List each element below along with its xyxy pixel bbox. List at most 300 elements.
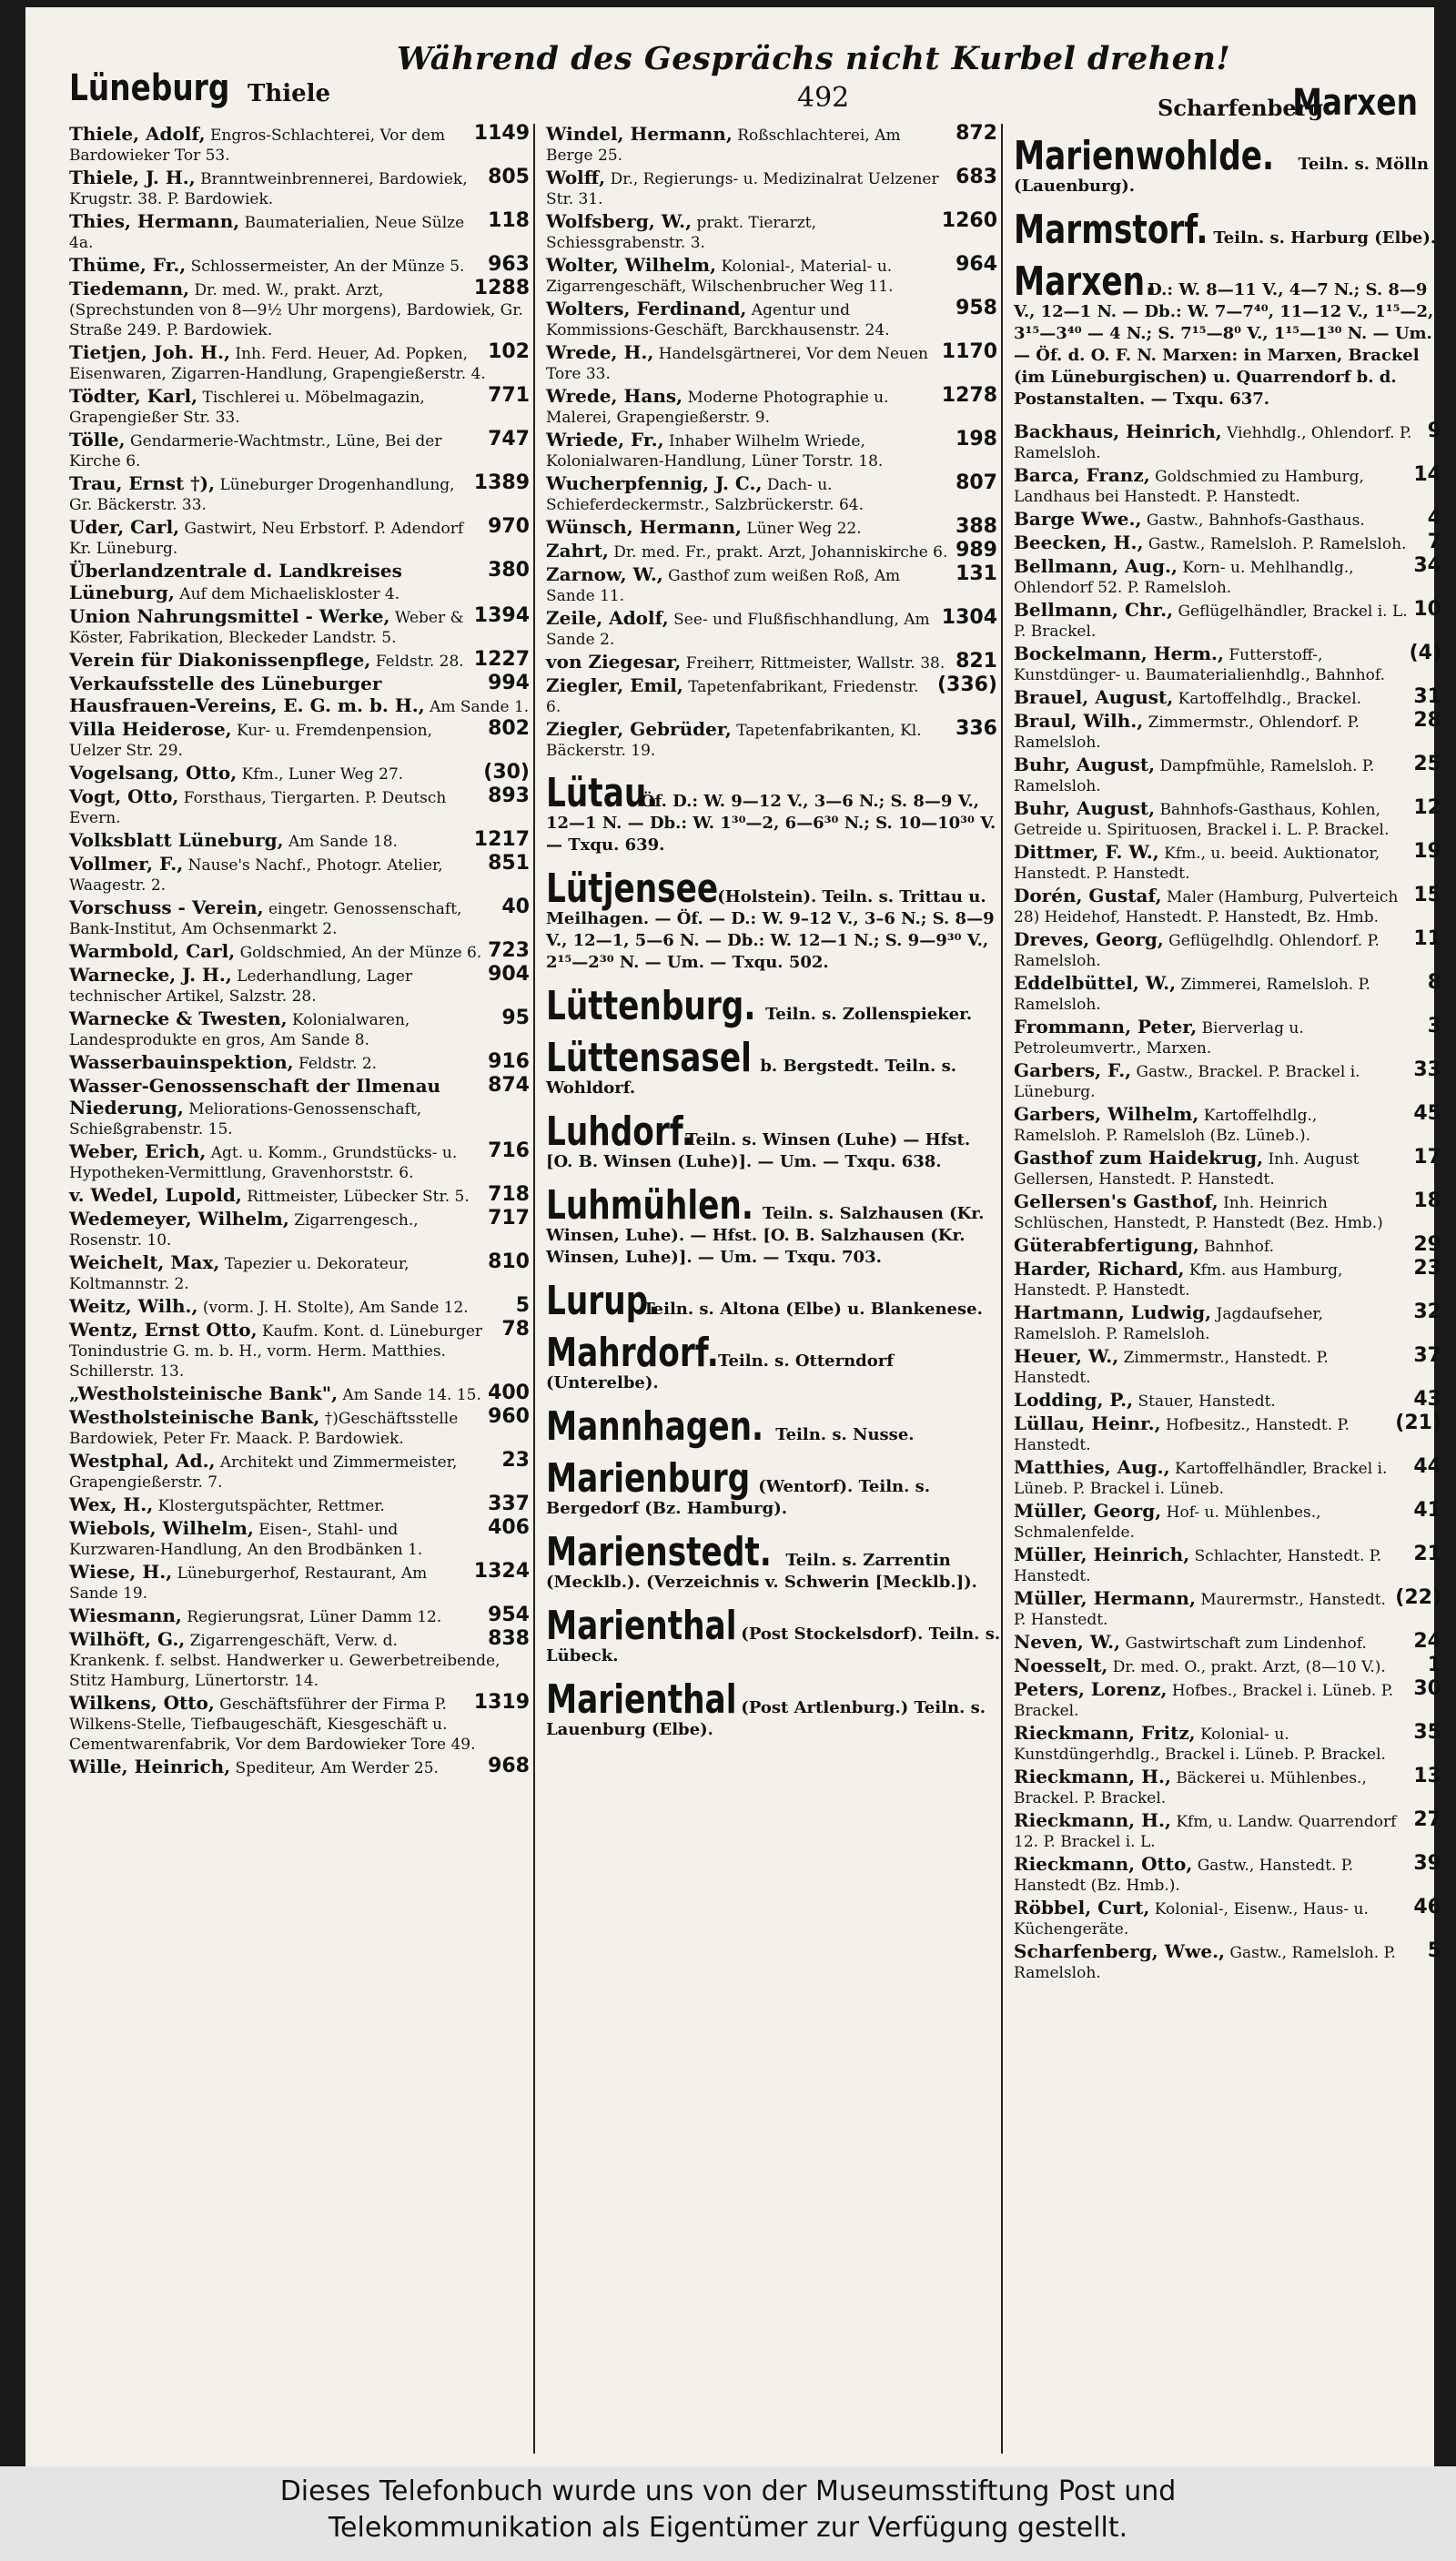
listing-name: Wrede, Hans, bbox=[546, 385, 683, 407]
listing-details: Kolonial-, Material- u. Zigarrengeschäft, Wilschenbrucher Weg 11. bbox=[546, 258, 894, 296]
listing-name: Gasthof zum Haidekrug, bbox=[1014, 1147, 1264, 1169]
phone-number: 963 bbox=[488, 253, 530, 276]
listing-entry bbox=[69, 517, 533, 559]
listing-name: Vollmer, F., bbox=[69, 853, 184, 875]
listing-entry bbox=[546, 608, 1001, 650]
place-name: Marienstedt. bbox=[546, 1529, 772, 1575]
place-name: Marxen. bbox=[1014, 258, 1158, 305]
listing-details: Zigarrengeschäft, Verw. d. Krankenk. f. selbst. Handwerker u. Gewerbetreibende, Stitz Hamburg, Lünertorstr. 14. bbox=[69, 1632, 500, 1690]
phone-number: 954 bbox=[488, 1604, 530, 1626]
listing-entry bbox=[69, 473, 533, 515]
phone-number: 17 bbox=[1413, 1146, 1441, 1169]
listing-details: Tapetenfabrikanten, Kl. Bäckerstr. 19. bbox=[546, 722, 922, 760]
place-heading bbox=[546, 1455, 1001, 1520]
listing-details: Gastw., Brackel. P. Brackel i. Lüneburg. bbox=[1014, 1063, 1360, 1101]
place-name: Lütjensee bbox=[546, 865, 719, 912]
listing-entry bbox=[1014, 1854, 1445, 1896]
phone-number: (21) bbox=[1395, 1412, 1441, 1434]
listing-name: Gellersen's Gasthof, bbox=[1014, 1190, 1218, 1212]
phone-number: 400 bbox=[488, 1382, 530, 1404]
phone-number: 34 bbox=[1413, 554, 1441, 577]
listing-entry bbox=[69, 673, 533, 717]
listing-details: Kartoffelhdlg., Ramelsloh. P. Ramelsloh (Bz. Lüneb.). bbox=[1014, 1107, 1318, 1145]
phone-number: 1324 bbox=[473, 1560, 530, 1583]
listing-name: Braul, Wilh., bbox=[1014, 710, 1144, 732]
listing-entry bbox=[1014, 1346, 1445, 1388]
place-info: Teiln. s. Nusse. bbox=[775, 1425, 915, 1444]
listing-details: Engros-Schlachterei, Vor dem Bardowieker Tor 53. bbox=[69, 127, 446, 165]
place-heading bbox=[1014, 258, 1445, 410]
phone-number: 337 bbox=[488, 1493, 530, 1515]
phone-number: 9 bbox=[1427, 420, 1441, 442]
phone-number: 747 bbox=[488, 428, 530, 450]
phone-number: 23 bbox=[1413, 1257, 1441, 1280]
phone-number: 1389 bbox=[473, 471, 530, 494]
listing-name: Ziegler, Emil, bbox=[546, 674, 683, 696]
phone-number: 198 bbox=[956, 428, 997, 450]
phone-number: 41 bbox=[1413, 1499, 1441, 1522]
phone-number: 13 bbox=[1413, 1765, 1441, 1787]
place-heading bbox=[546, 770, 1001, 856]
listing-details: Gastw., Bahnhofs-Gasthaus. bbox=[1146, 511, 1365, 530]
listing-details: Freiherr, Rittmeister, Wallstr. 38. bbox=[685, 654, 945, 673]
listing-details: Maurermstr., Hanstedt. P. Hanstedt. bbox=[1014, 1591, 1386, 1629]
listing-details: Hofbesitz., Hanstedt. P. Hanstedt. bbox=[1014, 1416, 1350, 1454]
listing-details: Gastw., Hanstedt. P. Hanstedt (Bz. Hmb.). bbox=[1014, 1857, 1354, 1895]
listing-entry bbox=[1014, 643, 1445, 685]
phone-number: 39 bbox=[1413, 1852, 1441, 1875]
place-info: Teiln. s. Otterndorf (Unterelbe). bbox=[546, 1351, 895, 1392]
listing-entry bbox=[1014, 465, 1445, 507]
place-info: Teiln. s. Mölln (Lauenburg). bbox=[1014, 155, 1429, 196]
listing-entry bbox=[1014, 1544, 1445, 1586]
phone-number: 380 bbox=[488, 559, 530, 582]
place-name: Lurup. bbox=[546, 1278, 661, 1324]
listing-entry bbox=[1014, 1632, 1445, 1654]
listing-name: Garbers, Wilhelm, bbox=[1014, 1103, 1199, 1125]
listing-entry bbox=[1014, 556, 1445, 598]
listing-details: Inh. Ferd. Heuer, Ad. Popken, Eisenwaren, Zigarren-Handlung, Grapengießerstr. 4. bbox=[69, 345, 486, 383]
listing-details: Lüneburgerhof, Restaurant, Am Sande 19. bbox=[69, 1564, 428, 1603]
listing-name: Warnecke, J. H., bbox=[69, 964, 232, 986]
listing-details: Kaufm. Kont. d. Lüneburger Tonindustrie G. m. b. H., vorm. Herm. Matthies. Schillerstr. 13. bbox=[69, 1322, 483, 1381]
listing-name: Tiedemann, bbox=[69, 278, 190, 299]
place-name: Mahrdorf. bbox=[546, 1330, 719, 1376]
listing-details: Hof- u. Mühlenbes., Schmalenfelde. bbox=[1014, 1503, 1321, 1542]
listing-details: Architekt und Zimmermeister, Grapengießerstr. 7. bbox=[69, 1453, 458, 1492]
listing-details: Rittmeister, Lübecker Str. 5. bbox=[247, 1188, 470, 1206]
phone-number: 131 bbox=[956, 562, 997, 585]
place-name: Lüttensasel bbox=[546, 1035, 752, 1081]
listing-name: v. Wedel, Lupold, bbox=[69, 1184, 242, 1206]
phone-number: 5 bbox=[1427, 1939, 1441, 1962]
listing-details: Bahnhof. bbox=[1204, 1238, 1274, 1256]
phone-number: 33 bbox=[1413, 1058, 1441, 1081]
listing-details: Dr. med. W., prakt. Arzt, (Sprechstunden von 8—9½ Uhr morgens), Bardowiek, Gr. Straße 249. P. Bardowiek. bbox=[69, 281, 523, 339]
listing-name: Rieckmann, H., bbox=[1014, 1809, 1171, 1831]
phone-number: 1260 bbox=[941, 209, 997, 232]
phone-number: (22) bbox=[1395, 1586, 1441, 1609]
listing-details: Kfm, u. Landw. Quarrendorf 12. P. Brackel i. L. bbox=[1014, 1813, 1397, 1851]
listing-name: Wiese, H., bbox=[69, 1561, 173, 1583]
phone-number: 904 bbox=[488, 963, 530, 986]
listing-entry bbox=[546, 564, 1001, 606]
listing-name: Wille, Heinrich, bbox=[69, 1756, 231, 1777]
place-info: Öf. D.: W. 9—12 V., 3—6 N.; S. 8—9 V., 12—1 N. — Db.: W. 1³⁰—2, 6—6³⁰ N.; S. 10—10³⁰ V. — Txqu. 639. bbox=[546, 792, 996, 855]
listing-entry bbox=[1014, 886, 1445, 927]
listing-name: Weichelt, Max, bbox=[69, 1251, 220, 1273]
listing-details: Geflügelhändler, Brackel i. L. P. Brackel. bbox=[1014, 602, 1408, 641]
listing-name: von Ziegesar, bbox=[546, 651, 682, 673]
listing-details: Dr. med. O., prakt. Arzt, (8—10 V.). bbox=[1112, 1658, 1386, 1676]
listing-name: Frommann, Peter, bbox=[1014, 1016, 1198, 1038]
place-info: Teiln. s. Zollenspieker. bbox=[765, 1005, 973, 1024]
phone-number: 118 bbox=[488, 209, 530, 232]
listing-name: Vorschuss - Verein, bbox=[69, 896, 264, 918]
listing-entry bbox=[1014, 711, 1445, 753]
listing-name: Buhr, August, bbox=[1014, 797, 1156, 819]
listing-entry bbox=[69, 719, 533, 761]
place-name: Lütau. bbox=[546, 770, 659, 816]
phone-number: 8 bbox=[1427, 971, 1441, 994]
phone-number: 958 bbox=[956, 297, 997, 319]
phone-number: 1227 bbox=[473, 648, 530, 671]
phone-number: 19 bbox=[1413, 840, 1441, 863]
listing-entry bbox=[69, 965, 533, 1007]
listing-details: Zimmerei, Ramelsloh. P. Ramelsloh. bbox=[1014, 976, 1370, 1014]
phone-number: 1319 bbox=[473, 1691, 530, 1714]
listing-name: Wriede, Fr., bbox=[546, 429, 664, 450]
place-heading bbox=[1014, 207, 1445, 253]
footer-line-1: Dieses Telefonbuch wurde uns von der Museumsstiftung Post und bbox=[279, 2475, 1177, 2507]
listing-name: Bellmann, Aug., bbox=[1014, 555, 1178, 577]
phone-number: 102 bbox=[488, 340, 530, 363]
listing-name: Warnecke & Twesten, bbox=[69, 1007, 288, 1029]
listing-name: Neven, W., bbox=[1014, 1631, 1121, 1653]
listing-entry bbox=[546, 386, 1001, 428]
listing-name: Dittmer, F. W., bbox=[1014, 841, 1159, 863]
phone-number: 994 bbox=[488, 672, 530, 694]
listing-details: Hofbes., Brackel i. Lüneb. P. Brackel. bbox=[1014, 1682, 1394, 1720]
header-left-name: Thiele bbox=[248, 80, 331, 107]
phone-number: 838 bbox=[488, 1627, 530, 1650]
listing-details: Tapetenfabrikant, Friedenstr. 6. bbox=[546, 678, 919, 716]
listing-name: Wünsch, Hermann, bbox=[546, 516, 742, 538]
column-3 bbox=[1001, 124, 1445, 2454]
listing-name: Wasser-Genossenschaft der Ilmenau Niederung, bbox=[69, 1075, 441, 1119]
listing-details: Gastw., Ramelsloh. P. Ramelsloh. bbox=[1148, 535, 1407, 553]
listing-entry bbox=[546, 299, 1001, 340]
listing-entry bbox=[69, 211, 533, 253]
listing-name: Lodding, P., bbox=[1014, 1389, 1134, 1411]
listing-details: Gastwirt, Neu Erbstorf. P. Adendorf Kr. Lüneburg. bbox=[69, 520, 464, 558]
listing-entry bbox=[1014, 1898, 1445, 1939]
listing-name: Union Nahrungsmittel - Werke, bbox=[69, 605, 390, 627]
listing-entry bbox=[69, 1693, 533, 1755]
listing-name: Vogt, Otto, bbox=[69, 785, 179, 807]
phone-number: 717 bbox=[488, 1207, 530, 1230]
listing-entry bbox=[1014, 1148, 1445, 1189]
listing-name: Volksblatt Lüneburg, bbox=[69, 829, 284, 851]
listing-name: Dreves, Georg, bbox=[1014, 928, 1164, 950]
listing-name: Heuer, W., bbox=[1014, 1345, 1119, 1367]
phone-number: 810 bbox=[488, 1250, 530, 1273]
listing-details: prakt. Tierarzt, Schiessgrabenstr. 3. bbox=[546, 214, 816, 252]
listing-entry bbox=[1014, 1060, 1445, 1102]
listing-details: Zimmermstr., Hanstedt. P. Hanstedt. bbox=[1014, 1349, 1329, 1387]
place-info: Teiln. s. Winsen (Luhe) — Hfst. [O. B. Winsen (Luhe)]. — Um. — Txqu. 638. bbox=[546, 1130, 971, 1171]
listing-name: Röbbel, Curt, bbox=[1014, 1897, 1150, 1918]
listing-entry bbox=[546, 167, 1001, 209]
listing-entry bbox=[1014, 687, 1445, 709]
listing-name: Matthies, Aug., bbox=[1014, 1456, 1170, 1478]
listing-entry bbox=[1014, 1766, 1445, 1808]
phone-number: 31 bbox=[1413, 685, 1441, 708]
listing-name: Wucherpfennig, J. C., bbox=[546, 472, 763, 494]
listing-entry bbox=[69, 561, 533, 604]
listing-details: Regierungsrat, Lüner Damm 12. bbox=[187, 1608, 442, 1626]
listing-details: Kartoffelhdlg., Brackel. bbox=[1178, 690, 1362, 708]
listing-details: Schlachter, Hanstedt. P. Hanstedt. bbox=[1014, 1547, 1382, 1585]
listing-details: †)Geschäftsstelle Bardowiek, Peter Fr. Maack. P. Bardowiek. bbox=[69, 1410, 459, 1448]
listing-entry bbox=[1014, 754, 1445, 796]
listing-entry bbox=[69, 1296, 533, 1318]
place-info: D.: W. 8—11 V., 4—7 N.; S. 8—9 V., 12—1 N. — Db.: W. 7—7⁴⁰, 11—12 V., 1¹⁵—2, 3¹⁵—3⁴⁰ — 4 N.; S. 7¹⁵—8⁰ V., 1¹⁵—1³⁰ N. — Um. — Öf. d. O. F. N. Marxen: in Marxen, Brackel (im Lüneburgischen) u. Quarrendorf b. d. Postanstalten. — Txqu. 637. bbox=[1014, 280, 1434, 409]
listing-name: Wolters, Ferdinand, bbox=[546, 298, 747, 319]
listing-name: Rieckmann, H., bbox=[1014, 1766, 1171, 1787]
listing-name: Beecken, H., bbox=[1014, 531, 1144, 553]
listing-details: Kfm., Luner Weg 27. bbox=[241, 765, 404, 784]
header-left-place: Lüneburg bbox=[69, 67, 230, 109]
listing-entry bbox=[546, 124, 1001, 166]
phone-number: 968 bbox=[488, 1755, 530, 1777]
header-right-name: Scharfenberg bbox=[1158, 95, 1324, 121]
listing-entry bbox=[1014, 1259, 1445, 1301]
listing-details: Am Sande 1. bbox=[430, 698, 530, 716]
listing-details: Goldschmied, An der Münze 6. bbox=[239, 944, 482, 962]
place-info: (Wentorf). Teiln. s. Bergedorf (Bz. Hamburg). bbox=[546, 1477, 931, 1518]
listing-details: Maler (Hamburg, Pulverteich 28) Heidehof, Hanstedt. P. Hanstedt, Bz. Hmb. bbox=[1014, 888, 1399, 926]
header-right-place: Marxen bbox=[1292, 82, 1418, 124]
phone-number: 5 bbox=[515, 1294, 530, 1317]
listing-details: Agt. u. Komm., Grundstücks- u. Hypotheken-Vermittlung, Gravenhorststr. 6. bbox=[69, 1144, 458, 1182]
place-info: Teiln. s. Zarrentin (Mecklb.). (Verzeichnis v. Schwerin [Mecklb.]). bbox=[546, 1551, 977, 1592]
listing-entry bbox=[1014, 509, 1445, 531]
listing-entry bbox=[546, 255, 1001, 297]
listing-name: Uder, Carl, bbox=[69, 516, 180, 538]
listing-name: Wiebols, Wilhelm, bbox=[69, 1517, 254, 1539]
listing-details: Tischlerei u. Möbelmagazin, Grapengießer Str. 33. bbox=[69, 389, 425, 427]
listing-name: Thüme, Fr., bbox=[69, 254, 187, 276]
listing-details: Jagdaufseher, Ramelsloh. P. Ramelsloh. bbox=[1014, 1305, 1324, 1343]
place-heading bbox=[546, 1403, 1001, 1450]
phone-number: 4 bbox=[1427, 507, 1441, 530]
listing-entry bbox=[69, 1605, 533, 1627]
listing-details: Kartoffelhändler, Brackel i. Lüneb. P. Brackel i. Lüneb. bbox=[1014, 1460, 1388, 1498]
listing-name: Wolfsberg, W., bbox=[546, 210, 693, 232]
page-number: 492 bbox=[797, 82, 850, 114]
listing-entry bbox=[546, 211, 1001, 253]
phone-number: 29 bbox=[1413, 1233, 1441, 1256]
phone-number: 716 bbox=[488, 1139, 530, 1162]
listing-entry bbox=[1014, 1390, 1445, 1412]
phone-number: 14 bbox=[1413, 463, 1441, 486]
listing-name: Tietjen, Joh. H., bbox=[69, 341, 230, 363]
listing-entry bbox=[69, 854, 533, 896]
listing-details: Eisen-, Stahl- und Kurzwaren-Handlung, An den Brodbänken 1. bbox=[69, 1521, 423, 1559]
listing-details: Korn- u. Mehlhandlg., Ohlendorf 52. P. Ramelsloh. bbox=[1014, 559, 1354, 597]
footer-line-2: Telekommunikation als Eigentümer zur Verfügung gestellt. bbox=[328, 2512, 1128, 2544]
listing-details: Auf dem Michaeliskloster 4. bbox=[179, 585, 400, 603]
listing-entry bbox=[1014, 973, 1445, 1015]
place-heading bbox=[546, 1108, 1001, 1173]
listing-entry bbox=[546, 541, 1001, 562]
listing-entry bbox=[1014, 1457, 1445, 1499]
place-name: Marienburg bbox=[546, 1455, 751, 1502]
phone-number: 45 bbox=[1413, 1102, 1441, 1125]
listing-details: Lüner Weg 22. bbox=[746, 520, 862, 538]
listing-details: Spediteur, Am Werder 25. bbox=[235, 1759, 439, 1777]
listing-entry bbox=[69, 606, 533, 648]
phone-number: (336) bbox=[936, 673, 997, 696]
phone-number: 989 bbox=[956, 539, 997, 562]
listing-entry bbox=[69, 1141, 533, 1183]
listing-name: Noesselt, bbox=[1014, 1655, 1108, 1676]
listing-name: „Westholsteinische Bank", bbox=[69, 1382, 339, 1404]
listing-details: Stauer, Hanstedt. bbox=[1138, 1392, 1276, 1411]
phone-number: 25 bbox=[1413, 753, 1441, 775]
phone-number: 970 bbox=[488, 515, 530, 538]
phone-number: 960 bbox=[488, 1405, 530, 1428]
listing-name: Wolff, bbox=[546, 167, 606, 188]
listing-details: See- und Flußfischhandlung, Am Sande 2. bbox=[546, 611, 930, 649]
phone-number: 1288 bbox=[473, 277, 530, 299]
listing-details: (vorm. J. H. Stolte), Am Sande 12. bbox=[202, 1299, 469, 1317]
listing-details: Agentur und Kommissions-Geschäft, Barckhausenstr. 24. bbox=[546, 301, 890, 339]
phone-number: 1304 bbox=[941, 606, 997, 629]
listing-entry bbox=[546, 517, 1001, 539]
listing-entry bbox=[1014, 1655, 1445, 1677]
listing-entry bbox=[1014, 1723, 1445, 1765]
listing-details: Feldstr. 2. bbox=[298, 1055, 378, 1073]
listing-name: Peters, Lorenz, bbox=[1014, 1678, 1168, 1700]
phone-number: 1149 bbox=[473, 122, 530, 145]
listing-entry bbox=[546, 719, 1001, 761]
phone-number: 12 bbox=[1413, 796, 1441, 819]
phone-number: 43 bbox=[1413, 1388, 1441, 1411]
place-heading bbox=[546, 1676, 1001, 1741]
phone-number: 872 bbox=[956, 122, 997, 145]
listing-name: Überlandzentrale d. Landkreises Lüneburg, bbox=[69, 560, 402, 603]
phone-number: (4) bbox=[1409, 642, 1441, 664]
phone-number: 807 bbox=[956, 471, 997, 494]
phone-number: 35 bbox=[1413, 1721, 1441, 1744]
phone-number: 1217 bbox=[473, 828, 530, 851]
phone-number: 78 bbox=[501, 1318, 530, 1341]
listing-entry bbox=[69, 830, 533, 852]
listing-details: Feldstr. 28. bbox=[375, 653, 464, 671]
listing-entry bbox=[1014, 1191, 1445, 1233]
listing-name: Vogelsang, Otto, bbox=[69, 762, 238, 784]
header-slogan: Während des Gesprächs nicht Kurbel drehen! bbox=[397, 40, 1231, 77]
listing-entry bbox=[69, 124, 533, 166]
listing-details: Inhaber Wilhelm Wriede, Kolonialwaren-Handlung, Lüner Torstr. 18. bbox=[546, 432, 884, 471]
listing-entry bbox=[69, 1252, 533, 1294]
column-2 bbox=[533, 124, 1001, 2454]
listing-name: Eddelbüttel, W., bbox=[1014, 972, 1177, 994]
listing-details: Am Sande 14. 15. bbox=[342, 1386, 481, 1404]
listing-details: Kfm. aus Hamburg, Hanstedt. P. Hanstedt. bbox=[1014, 1261, 1343, 1300]
phone-number: 27 bbox=[1413, 1808, 1441, 1831]
listing-details: Kolonial- u. Kunstdüngerhdlg., Brackel i. Lüneb. P. Brackel. bbox=[1014, 1726, 1386, 1764]
listing-details: Bäckerei u. Mühlenbes., Brackel. P. Brackel. bbox=[1014, 1769, 1367, 1807]
phone-number: 874 bbox=[488, 1074, 530, 1097]
phone-number: 95 bbox=[501, 1007, 530, 1029]
listing-entry bbox=[69, 941, 533, 963]
listing-details: Dr. med. Fr., prakt. Arzt, Johanniskirche 6. bbox=[613, 543, 948, 562]
listing-entry bbox=[69, 430, 533, 471]
place-name: Lüttenburg. bbox=[546, 983, 756, 1029]
listing-entry bbox=[69, 1518, 533, 1560]
listing-name: Westphal, Ad., bbox=[69, 1450, 216, 1472]
listing-details: Nause's Nachf., Photogr. Atelier, Waagestr. 2. bbox=[69, 856, 443, 895]
listing-details: Geflügelhdlg. Ohlendorf. P. Ramelsloh. bbox=[1014, 932, 1380, 970]
listing-name: Wex, H., bbox=[69, 1493, 154, 1515]
listing-entry bbox=[69, 1052, 533, 1074]
phone-number: 723 bbox=[488, 939, 530, 962]
phone-number: 10 bbox=[1413, 598, 1441, 621]
listing-entry bbox=[1014, 600, 1445, 642]
listing-entry bbox=[69, 897, 533, 939]
phone-number: 802 bbox=[488, 717, 530, 740]
place-name: Marmstorf. bbox=[1014, 207, 1208, 253]
listing-entry bbox=[69, 1076, 533, 1139]
listing-name: Verkaufsstelle des Lüneburger Hausfrauen-Vereins, E. G. m. b. H., bbox=[69, 673, 425, 716]
directory-page bbox=[25, 7, 1441, 2466]
listing-details: Viehhdlg., Ohlendorf. P. Ramelsloh. bbox=[1014, 424, 1412, 462]
listing-entry bbox=[69, 1383, 533, 1405]
listing-entry bbox=[1014, 798, 1445, 840]
listing-name: Ziegler, Gebrüder, bbox=[546, 718, 732, 740]
listing-name: Wolter, Wilhelm, bbox=[546, 254, 717, 276]
listing-name: Wasserbauinspektion, bbox=[69, 1051, 294, 1073]
listing-details: Baumaterialien, Neue Sülze 4a. bbox=[69, 214, 465, 252]
listing-details: Inh. Heinrich Schlüschen, Hanstedt, P. Hanstedt (Bez. Hmb.) bbox=[1014, 1194, 1383, 1232]
listing-details: Bahnhofs-Gasthaus, Kohlen, Getreide u. Spirituosen, Brackel i. L. P. Brackel. bbox=[1014, 801, 1390, 839]
listing-entry bbox=[69, 650, 533, 672]
listing-entry bbox=[1014, 1302, 1445, 1344]
listing-details: Goldschmied zu Hamburg, Landhaus bei Hanstedt. P. Hanstedt. bbox=[1014, 468, 1364, 506]
listing-details: Kur- u. Fremdenpension, Uelzer Str. 29. bbox=[69, 722, 432, 760]
listing-entry bbox=[69, 1320, 533, 1382]
place-name: Mannhagen. bbox=[546, 1403, 764, 1450]
listing-entry bbox=[69, 278, 533, 340]
listing-name: Zeile, Adolf, bbox=[546, 607, 669, 629]
listing-entry bbox=[546, 473, 1001, 515]
phone-number: 964 bbox=[956, 253, 997, 276]
listing-details: Zimmermstr., Ohlendorf. P. Ramelsloh. bbox=[1014, 714, 1360, 752]
phone-number: 718 bbox=[488, 1183, 530, 1206]
place-heading bbox=[546, 1330, 1001, 1394]
place-name: Marienthal bbox=[546, 1603, 737, 1649]
phone-number: 821 bbox=[956, 650, 997, 673]
place-name: Marienwohlde. bbox=[1014, 133, 1275, 179]
listing-entry bbox=[69, 342, 533, 384]
listing-details: Gasthof zum weißen Roß, Am Sande 11. bbox=[546, 567, 901, 605]
listing-name: Buhr, August, bbox=[1014, 754, 1156, 775]
phone-number: 44 bbox=[1413, 1455, 1441, 1478]
listing-name: Müller, Heinrich, bbox=[1014, 1544, 1190, 1565]
